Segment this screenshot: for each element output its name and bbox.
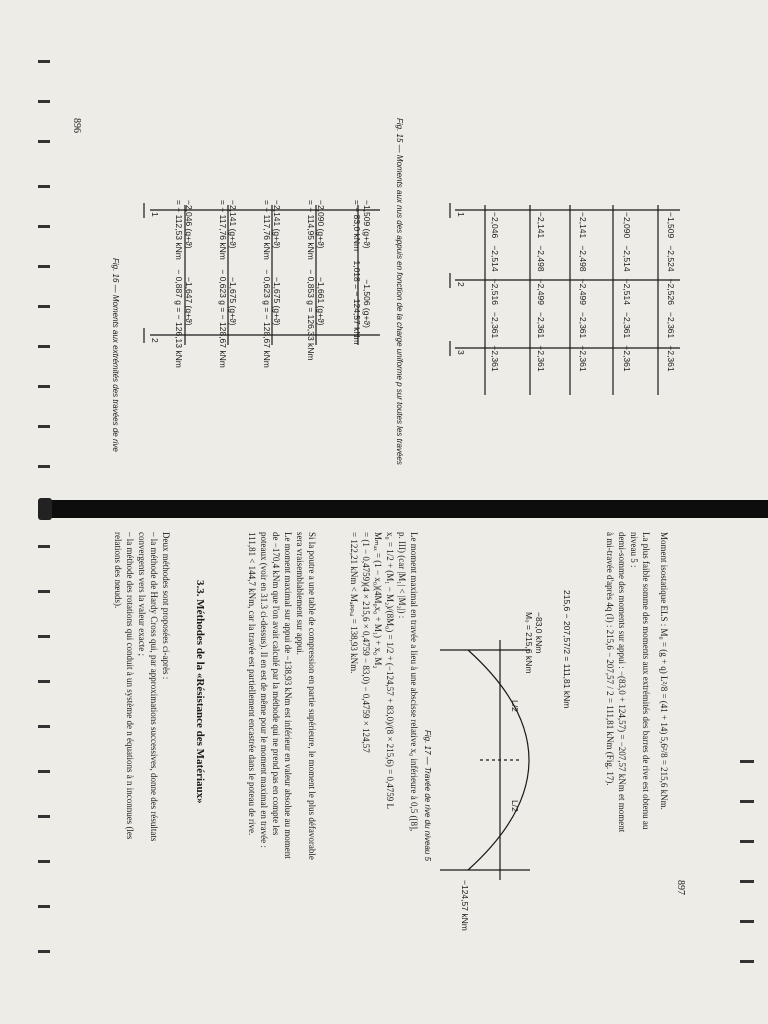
fig15-support-1: 1 (456, 212, 466, 217)
paragraph-compression-table: Si la poutre a une table de compression en partie supérieure, le moment le plus défavorable sera vraisemblablement sur appui. Le moment maximal sur appui de −138,93 kNm est inférieur en valeur absolue au moment de −170,4 kNm que l'on avait calculé par la méthode qui ne prend pas en compte les poteaux (voir en 31.3 ci-dessus). Il en est de même pour le moment maximal en travée : 111,81 < 144,7 kNm, car la travée est partiellement encastrée dans le poteau de rive. (247, 532, 317, 860)
fig17-right-moment: −124,57 kNm (460, 880, 470, 931)
paragraph-isostatic-moment: Moment isostatique ELS : M₀ = (g + q) L²/8 = (41 + 14) 5,6²/8 = 215,6 kNm. (659, 532, 669, 810)
fig15-row-5: −2,046 −2,514 −2,516 −2,361 −2,361 (490, 212, 500, 372)
fig15-support-2: 2 (456, 282, 466, 287)
fig15-caption: Fig. 15 — Moments aux nus des appuis en fonction de la charge uniforme p sur toutes les travées (395, 118, 404, 465)
fig17-half-span-1: L/2 (510, 700, 520, 712)
fig16-row-4: −2,141 (g+ϑ) −1,675 (g+ϑ) (228, 200, 238, 326)
paragraph-max-moment: Le moment maximal en travée a lieu à une abscisse relative x₀ inférieure à 0,5 ([8], p. III) (car |M₁| < |M₂|) : x₀ = 1/2 + (M₁ − M₂)/(8M₀) = 1/2 + (−124,57 + 83,0)/(8 × 215,6) = 0,4759 L Mₘₐₓ = (1 − x₀)(4M₀x₀ + M₁) + x₀ M₂ = (1 − 0,4759)(4 × 215,6 × 0,4759 − 83,0) − 0,4759 × 124,57 = 122,21 kNm < Mₐₚₚᵤᵢ = 138,93 kNm. (349, 532, 419, 832)
fig16-row-5-values: = − 112,53 kNm − 0,887 g = − 126,13 kNm (174, 200, 184, 368)
fig15-support-3: 3 (456, 350, 466, 355)
fig15-row-4: −2,141 −2,498 −2,499 −2,361 −2,361 (536, 212, 546, 372)
fig16-row-3: −2,141 (g+ϑ) −1,675 (g+ϑ) (272, 200, 282, 326)
fig15-row-3: −2,141 −2,498 −2,499 −2,361 −2,361 (578, 212, 588, 372)
fig16-caption: Fig. 16 — Moments aux extrémités des travées de rive (111, 258, 120, 452)
fig15-row-2: −2,090 −2,514 −2,514 −2,361 −2,361 (622, 212, 632, 372)
fig17-left-moment: −83,0 kNm (534, 612, 544, 654)
paragraph-weakest-sum: La plus faible somme des moments aux extrémités des barres de rive est obtenu au niveau 5 : demi-somme des moments sur appui : −(83,0 + 124,57) = −207,57 kNm et moment à mi-travée d'après 4q (I) : 215,6 − 207,57 / 2 = 111,81 kNm (Fig. 17). (605, 532, 651, 833)
fig15-row-1: −1,509 −2,524 −2,526 −2,361 −2,361 (666, 212, 676, 372)
fig17-half-span-2: L/2 (510, 800, 520, 812)
fig16-row-2: −2,090 (g+ϑ) −1,661 (g+ϑ) (316, 200, 326, 326)
fig16-row-3-values: = − 117,76 kNm − 0,623 g = − 128,67 kNm (262, 200, 272, 368)
fig16-row-1: −1,509 (g+ϑ) −1,506 (g+ϑ) (362, 200, 372, 328)
section-heading: 3.3. Méthodes de la «Résistance des Matériaux» (194, 580, 206, 804)
fig17-calc-label: 215,6 − 207,57/2 = 111,81 kNm (562, 590, 572, 709)
fig16-support-1: 1 (150, 212, 160, 217)
fig17-caption: Fig. 17 — Travée de rive du niveau 5 (423, 730, 432, 862)
fig16-row-5: −2,046 (g+ϑ) −1,647 (g+ϑ) (184, 200, 194, 326)
paragraph-methods: Deux méthodes sont proposées ci-après : – la méthode de Hardy Cross qui, par approximations successives, donne des résultats convergents vers la valeur exacte ; – la méthode des rotations qui conduit à un système de n équations à n inconnues (les relations des nœuds). (113, 532, 171, 842)
fig16-row-1-values: = − 83,0 kNm 1,018 = − 124,57 kNm (352, 200, 362, 345)
fig17-m0: M₀ = 215,6 kNm (524, 612, 534, 674)
fig16-support-2: 2 (150, 338, 160, 343)
fig16-row-4-values: = − 117,76 kNm − 0,623 g = − 128,67 kNm (218, 200, 228, 368)
fig16-row-2-values: = − 114,95 kNm − 0,853 g = 126,33 kNm (306, 200, 316, 361)
page-number-left: 896 (71, 118, 82, 133)
page-number-right: 897 (675, 880, 686, 895)
